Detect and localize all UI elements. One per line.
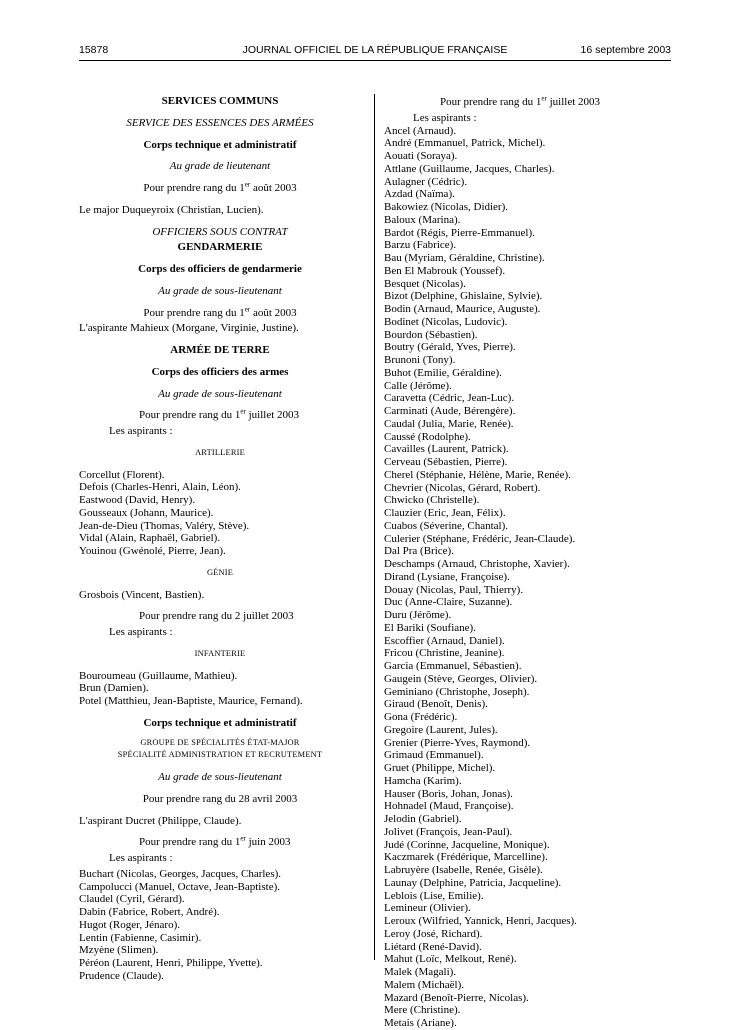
list-item: Azdad (Naïma). <box>384 188 455 201</box>
grade-heading: Au grade de sous-lieutenant <box>158 284 282 297</box>
list-item: Besquet (Nicolas). <box>384 277 466 290</box>
list-item: Bourdon (Sébastien). <box>384 328 478 341</box>
list-item: Grimaud (Emmanuel). <box>384 749 484 762</box>
list-item: Lentin (Fabienne, Casimir). <box>79 931 202 944</box>
list-item: Brunoni (Tony). <box>384 354 456 366</box>
list-item: Jelodin (Gabriel). <box>384 813 462 825</box>
corps-heading: Corps des officiers des armes <box>151 365 289 378</box>
branch-heading-genie: GÉNIE <box>206 567 234 577</box>
rank-date-line: Pour prendre rang du 2 juillet 2003 <box>139 610 294 623</box>
list-item: Mere (Christine). <box>384 1004 461 1017</box>
list-item: Bakowiez (Nicolas, Didier). <box>384 201 509 213</box>
corps-heading: Corps des officiers de gendarmerie <box>138 263 302 275</box>
rank-date-line: Pour prendre rang du 1er juin 2003 <box>139 834 291 849</box>
list-item: Boutry (Gérald, Yves, Pierre). <box>384 341 516 354</box>
section-title-services-communs: SERVICES COMMUNS <box>161 95 279 107</box>
list-item: Péréon (Laurent, Henri, Philippe, Yvette). <box>79 957 263 969</box>
list-item: Eastwood (David, Henry). <box>79 494 196 506</box>
list-item: Dabin (Fabrice, Robert, André). <box>79 906 220 918</box>
list-item: Gousseaux (Johann, Maurice). <box>79 506 214 519</box>
list-item: Cavailles (Laurent, Patrick). <box>384 443 509 456</box>
list-item: Brun (Damien). <box>79 682 149 695</box>
list-item: Leroux (Wilfried, Yannick, Henri, Jacques). <box>384 915 577 927</box>
list-item: Bouroumeau (Guillaume, Mathieu). <box>79 669 238 682</box>
grade-heading: Au grade de lieutenant <box>169 160 271 173</box>
list-item: Grosbois (Vincent, Bastien). <box>79 588 205 601</box>
specialty-group-heading: GROUPE DE SPÉCIALITÉS ÉTAT-MAJOR <box>140 737 300 747</box>
list-item: Buchart (Nicolas, Georges, Jacques, Charles). <box>79 867 282 880</box>
list-item: Lemineur (Olivier). <box>384 902 471 915</box>
list-item: Deschamps (Arnaud, Christophe, Xavier). <box>384 558 570 570</box>
list-item: Jean-de-Dieu (Thomas, Valéry, Stève). <box>79 519 250 532</box>
list-item: Kaczmarek (Frédérique, Marcelline). <box>384 851 548 864</box>
list-item: Bodin (Arnaud, Maurice, Auguste). <box>384 303 541 315</box>
list-item: Jolivet (François, Jean-Paul). <box>384 825 513 838</box>
list-item: Hohnadel (Maud, Françoise). <box>384 800 514 813</box>
list-item: Prudence (Claude). <box>79 969 164 982</box>
list-item: Vidal (Alain, Raphaël, Gabriel). <box>79 532 221 545</box>
list-item: Escoffier (Arnaud, Daniel). <box>384 634 505 647</box>
list-item: Gaugein (Stève, Georges, Olivier). <box>384 672 538 685</box>
rank-date-line: Pour prendre rang du 1er juillet 2003 <box>440 94 601 108</box>
list-item: Hauser (Boris, Johan, Jonas). <box>384 787 513 800</box>
header-rule <box>79 60 671 61</box>
genie-list <box>79 589 361 602</box>
infanterie-list <box>79 670 361 708</box>
list-item: Chwicko (Christelle). <box>384 494 480 507</box>
section-title-armee-de-terre: ARMÉE DE TERRE <box>170 344 270 356</box>
list-item: Caravetta (Cédric, Jean-Luc). <box>384 392 515 405</box>
list-item: El Bariki (Soufiane). <box>384 621 476 634</box>
page-number: 15878 <box>79 44 109 56</box>
list-item: André (Emmanuel, Patrick, Michel). <box>384 137 546 150</box>
list-item: Gregoire (Laurent, Jules). <box>384 723 498 736</box>
list-item: Grenier (Pierre-Yves, Raymond). <box>384 736 531 749</box>
list-item: Gona (Frédéric). <box>384 711 458 723</box>
publication-date: 16 septembre 2003 <box>580 44 671 56</box>
right-name-list <box>384 125 671 1030</box>
list-item: Calle (Jérôme). <box>384 379 452 392</box>
list-item: Clauzier (Eric, Jean, Félix). <box>384 507 506 519</box>
list-item: Gruet (Philippe, Michel). <box>384 762 496 774</box>
branch-heading-infanterie: INFANTERIE <box>194 648 246 658</box>
left-column <box>79 93 361 983</box>
list-item: Liétard (René-David). <box>384 940 482 953</box>
list-item: Hamcha (Karim). <box>384 774 462 787</box>
list-item: Dal Pra (Brice). <box>384 545 454 558</box>
list-item: Aouati (Soraya). <box>384 150 458 162</box>
list-item: Hugot (Roger, Jénaro). <box>79 918 180 931</box>
list-item: Youinou (Gwénolé, Pierre, Jean). <box>79 545 226 557</box>
list-item: Aulagner (Cédric). <box>384 175 468 188</box>
list-item: Duru (Jérôme). <box>384 609 452 621</box>
journal-title: JOURNAL OFFICIEL DE LA RÉPUBLIQUE FRANÇAISE <box>242 44 508 56</box>
list-item: Malek (Magali). <box>384 966 457 978</box>
list-item: Judé (Corinne, Jacqueline, Monique). <box>384 838 550 851</box>
rank-date-line: Pour prendre rang du 28 avril 2003 <box>142 792 298 805</box>
grade-heading: Au grade de sous-lieutenant <box>158 387 282 400</box>
list-item: Ben El Mabrouk (Youssef). <box>384 264 506 277</box>
aspirants-label: Les aspirants : <box>109 852 173 864</box>
list-item: Launay (Delphine, Patricia, Jacqueline). <box>384 876 562 889</box>
list-item: Garcia (Emmanuel, Sébastien). <box>384 660 522 672</box>
rank-date-line: Pour prendre rang du 1er juillet 2003 <box>139 407 300 422</box>
list-item: Culerier (Stéphane, Frédéric, Jean-Claude). <box>384 532 576 545</box>
rank-date-line: Pour prendre rang du 1er août 2003 <box>143 180 297 194</box>
list-item: Barzu (Fabrice). <box>384 239 457 252</box>
corps-heading: Corps technique et administratif <box>143 138 297 151</box>
list-item: Labruyère (Isabelle, Renée, Gisèle). <box>384 864 543 876</box>
list-item: Baloux (Marina). <box>384 213 461 226</box>
branch-heading-artillerie: ARTILLERIE <box>195 447 245 457</box>
list-item: Metais (Ariane). <box>384 1017 457 1029</box>
aspirants-label: Les aspirants : <box>109 425 173 437</box>
list-item: Carminati (Aude, Bérengère). <box>384 405 516 417</box>
rank-date-line: Pour prendre rang du 1er août 2003 <box>143 304 297 319</box>
right-column <box>384 96 671 1030</box>
nominee-line: L'aspirante Mahieux (Morgane, Virginie, Justine). <box>79 322 299 335</box>
list-item: Chevrier (Nicolas, Gérard, Robert). <box>384 481 541 494</box>
juin-list <box>79 868 361 983</box>
list-item: Fricou (Christine, Jeanine). <box>384 647 505 660</box>
list-item: Attlane (Guillaume, Jacques, Charles). <box>384 162 555 175</box>
list-item: Cherel (Stéphanie, Hélène, Marie, Renée). <box>384 468 571 481</box>
list-item: Corcellut (Florent). <box>79 468 165 481</box>
list-item: Bizot (Delphine, Ghislaine, Sylvie). <box>384 290 543 303</box>
list-item: Dirand (Lysiane, Françoise). <box>384 570 510 583</box>
list-item: Duc (Anne-Claire, Suzanne). <box>384 596 513 609</box>
corps-heading: Corps technique et administratif <box>143 716 297 729</box>
artillerie-list <box>79 469 361 558</box>
list-item: Defois (Charles-Henri, Alain, Léon). <box>79 481 241 494</box>
list-item: Leroy (José, Richard). <box>384 927 483 940</box>
nominee-line: L'aspirant Ducret (Philippe, Claude). <box>79 814 242 827</box>
list-item: Claudel (Cyril, Gérard). <box>79 893 185 906</box>
aspirants-label: Les aspirants : <box>413 111 477 124</box>
list-item: Douay (Nicolas, Paul, Thierry). <box>384 583 524 596</box>
list-item: Potel (Matthieu, Jean-Baptiste, Maurice, Fernand). <box>79 695 303 707</box>
list-item: Campolucci (Manuel, Octave, Jean-Baptiste). <box>79 880 280 893</box>
specialty-heading: SPÉCIALITÉ ADMINISTRATION ET RECRUTEMENT <box>117 750 323 760</box>
list-item: Mahut (Loïc, Melkout, René). <box>384 953 517 966</box>
list-item: Bardot (Régis, Pierre-Emmanuel). <box>384 226 535 239</box>
list-item: Leblois (Lise, Emilie). <box>384 889 484 902</box>
section-title-gendarmerie: GENDARMERIE <box>177 241 263 254</box>
list-item: Mzyène (Slimen). <box>79 944 159 957</box>
list-item: Cerveau (Sébastien, Pierre). <box>384 456 508 468</box>
column-divider <box>374 94 375 960</box>
list-item: Buhot (Emilie, Géraldine). <box>384 366 502 379</box>
list-item: Mazard (Benoît-Pierre, Nicolas). <box>384 991 529 1004</box>
list-item: Caudal (Julia, Marie, Renée). <box>384 417 514 430</box>
service-heading: SERVICE DES ESSENCES DES ARMÉES <box>126 116 314 129</box>
aspirants-label: Les aspirants : <box>109 626 173 638</box>
grade-heading: Au grade de sous-lieutenant <box>158 771 282 783</box>
nominee-line: Le major Duqueyroix (Christian, Lucien). <box>79 203 264 216</box>
page-header <box>79 44 671 58</box>
list-item: Giraud (Benoît, Denis). <box>384 698 488 711</box>
list-item: Ancel (Arnaud). <box>384 124 457 137</box>
list-item: Geminiano (Christophe, Joseph). <box>384 685 530 698</box>
list-item: Bau (Myriam, Géraldine, Christine). <box>384 252 545 264</box>
list-item: Caussé (Rodolphe). <box>384 430 471 443</box>
list-item: Malem (Michaël). <box>384 978 465 991</box>
officers-heading: OFFICIERS SOUS CONTRAT <box>152 225 288 238</box>
list-item: Bodinet (Nicolas, Ludovic). <box>384 315 508 328</box>
list-item: Cuabos (Séverine, Chantal). <box>384 519 509 532</box>
